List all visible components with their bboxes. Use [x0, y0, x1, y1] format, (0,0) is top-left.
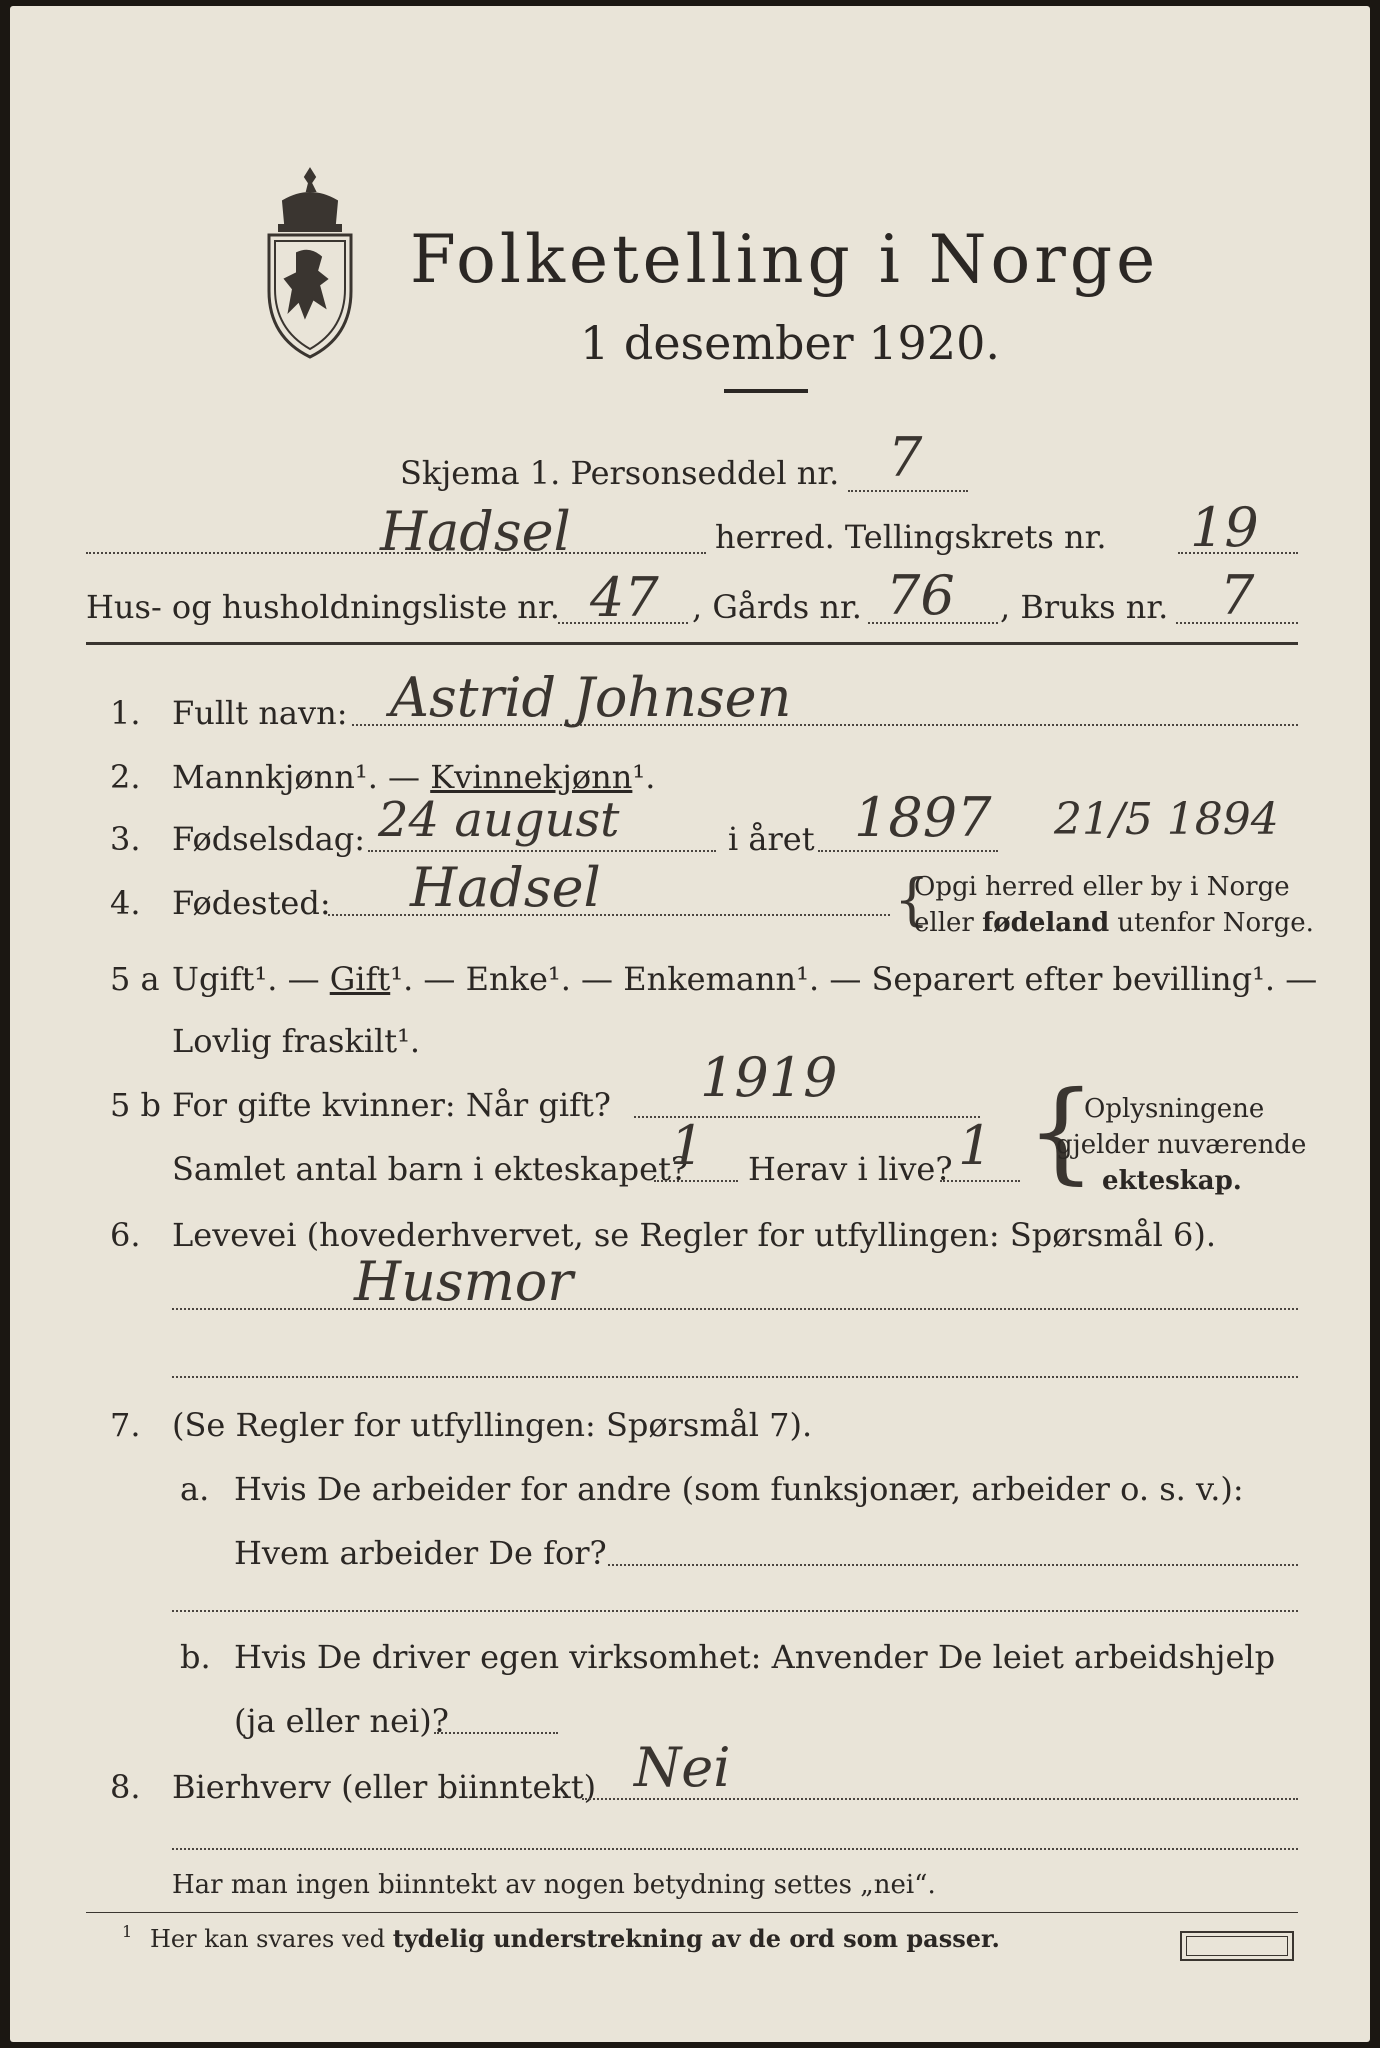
hired-help-field[interactable] [434, 1732, 558, 1734]
children-value: 1 [670, 1114, 705, 1177]
side-income-field-extra[interactable] [172, 1848, 1298, 1850]
q5b-note-1: Oplysningene [1084, 1094, 1265, 1124]
q4-number: 4. [110, 884, 141, 922]
name-value: Astrid Johnsen [390, 666, 792, 729]
employer-field-extra[interactable] [172, 1610, 1298, 1612]
q7a-question: Hvem arbeider De for? [234, 1534, 607, 1572]
q2-suffix: ¹. [632, 758, 656, 796]
q7a-text: Hvis De arbeider for andre (som funksjonær, arbeider o. s. v.): [234, 1470, 1244, 1508]
q5b-note-3: ekteskap. [1102, 1166, 1242, 1196]
children-field[interactable] [654, 1180, 738, 1182]
employer-field[interactable] [608, 1564, 1298, 1566]
gards-label: , Gårds nr. [692, 588, 862, 626]
husliste-label: Hus- og husholdningsliste nr. [86, 588, 560, 626]
q4-note-line2: eller fødeland utenfor Norge. [914, 908, 1314, 938]
q6-label: Levevei (hovederhvervet, se Regler for utfyllingen: Spørsmål 6). [172, 1216, 1217, 1254]
birthplace-value: Hadsel [410, 856, 601, 919]
tellingskrets-value: 19 [1190, 496, 1259, 559]
footnote-divider [86, 1912, 1298, 1913]
q1-number: 1. [110, 694, 141, 732]
census-form [10, 6, 1370, 2042]
q8-number: 8. [110, 1768, 141, 1806]
children-label: Samlet antal barn i ekteskapet? [172, 1150, 689, 1188]
herred-value: Hadsel [380, 500, 571, 563]
year-label: i året [728, 820, 815, 858]
footer-note: Har man ingen biinntekt av nogen betydning settes „nei“. [172, 1870, 936, 1900]
occupation-value: Husmor [354, 1250, 574, 1313]
q7b-text: Hvis De driver egen virksomhet: Anvender De leiet arbeidshjelp [234, 1638, 1276, 1676]
bruks-value: 7 [1220, 564, 1255, 627]
q5a-number: 5 a [110, 960, 160, 998]
q7b-question: (ja eller nei)? [234, 1702, 449, 1740]
marriage-year-value: 1919 [700, 1046, 838, 1109]
footnote-text: Her kan svares ved tydelig understrekning av de ord som passer. [150, 1924, 1000, 1953]
husliste-value: 47 [590, 566, 659, 629]
printer-stamp [1180, 1931, 1294, 1961]
header-divider [86, 642, 1298, 645]
q5b-number: 5 b [110, 1086, 162, 1124]
birthday-field[interactable] [368, 850, 716, 852]
occupation-field-extra[interactable] [172, 1376, 1298, 1378]
alive-label: Herav i live? [748, 1150, 953, 1188]
footnote-number: 1 [122, 1922, 133, 1941]
q2-male-label[interactable]: Mannkjønn¹. — [172, 758, 431, 796]
herred-label: herred. Tellingskrets nr. [715, 518, 1107, 556]
q4-brace: { [894, 868, 930, 933]
birth-date-note: 21/5 1894 [1054, 794, 1279, 845]
personseddel-field[interactable] [848, 490, 968, 492]
q4-label: Fødested: [172, 884, 331, 922]
personseddel-value: 7 [888, 426, 923, 489]
title-divider [724, 389, 808, 393]
q8-label: Bierhverv (eller biinntekt) [172, 1768, 597, 1806]
q1-label: Fullt navn: [172, 694, 348, 732]
q2-number: 2. [110, 758, 141, 796]
alive-field[interactable] [940, 1180, 1020, 1182]
birth-year-field[interactable] [818, 850, 998, 852]
q5b-brace: { [1026, 1067, 1096, 1195]
q6-number: 6. [110, 1216, 141, 1254]
side-income-value: Nei [634, 1736, 731, 1799]
bruks-label: , Bruks nr. [1000, 588, 1169, 626]
q2-female-label-selected[interactable]: Kvinnekjønn [430, 758, 633, 796]
q4-note-line1: Opgi herred eller by i Norge [914, 872, 1290, 902]
alive-value: 1 [958, 1114, 993, 1177]
q3-number: 3. [110, 820, 141, 858]
q7-number: 7. [110, 1406, 141, 1444]
married-option-selected[interactable]: Gift [329, 960, 391, 998]
form-title: Folketelling i Norge [410, 221, 1160, 298]
divorced-option[interactable]: Lovlig fraskilt¹. [172, 1022, 421, 1060]
birth-year-value: 1897 [854, 786, 992, 849]
other-status-options[interactable]: ¹. — Enke¹. — Enkemann¹. — Separert efter bevilling¹. — [390, 960, 1318, 998]
birthday-value: 24 august [378, 792, 620, 848]
unmarried-option[interactable]: Ugift¹. — [172, 960, 330, 998]
q5b-note-2: gjelder nuværende [1056, 1130, 1307, 1160]
gards-value: 76 [886, 564, 955, 627]
q3-label: Fødselsdag: [172, 820, 366, 858]
q7b-marker: b. [180, 1638, 211, 1676]
q7-label: (Se Regler for utfyllingen: Spørsmål 7). [172, 1406, 813, 1444]
q2-label [172, 758, 655, 796]
q7a-marker: a. [180, 1470, 210, 1508]
q5a-line1 [172, 960, 1317, 998]
form-date: 1 desember 1920. [580, 316, 1000, 370]
occupation-field[interactable] [172, 1308, 1298, 1310]
q5b-label: For gifte kvinner: Når gift? [172, 1086, 611, 1124]
schema-label: Skjema 1. Personseddel nr. [400, 454, 840, 492]
coat-of-arms-icon [255, 161, 365, 361]
